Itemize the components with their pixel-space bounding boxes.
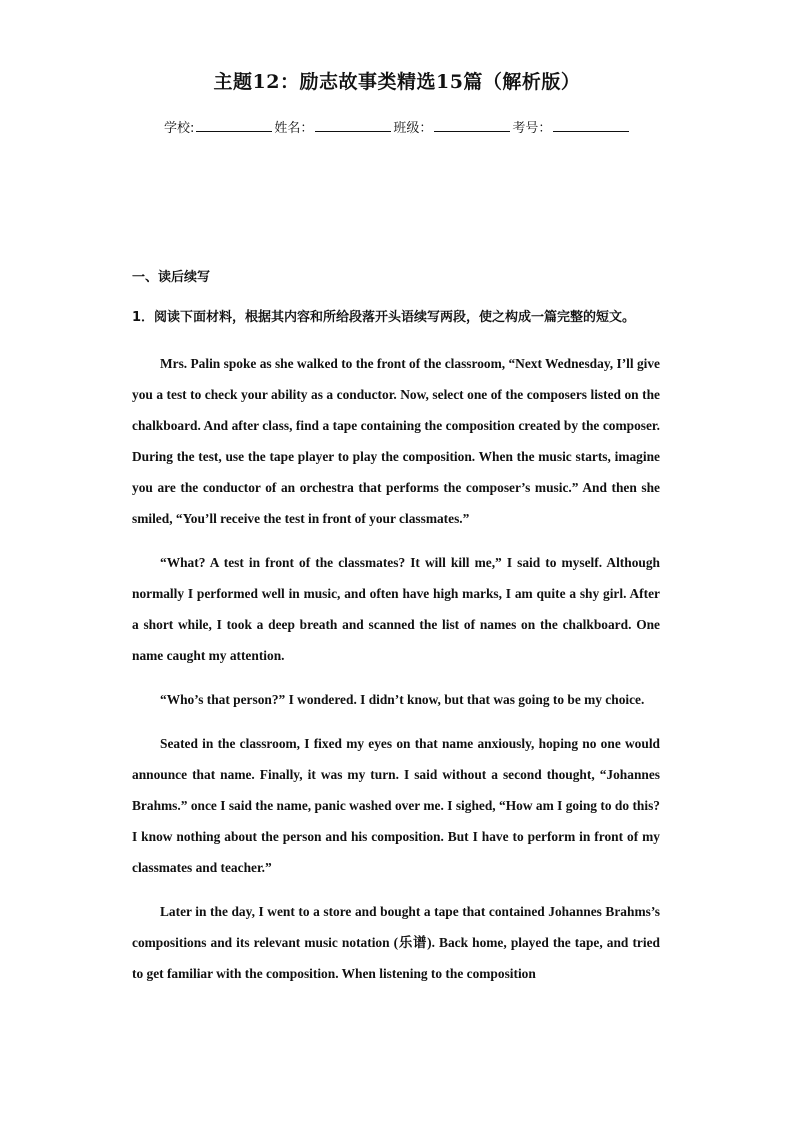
passage-paragraph: Later in the day, I went to a store and bought a tape that contained Johannes Brahms’s compositions and its relevant music notation (乐谱). Back home, played the tape, and tried to get familiar with the composition. When listening to the composition — [132, 904, 660, 981]
passage-paragraph: “What? A test in front of the classmates? It will kill me,” I said to myself. Although normally I performed well in music, and often have high marks, I am quite a shy girl. After a short while, I took a deep breath and scanned the list of names on the chalkboard. One name caught my attention. — [132, 555, 660, 663]
passage-paragraph: Seated in the classroom, I fixed my eyes on that name anxiously, hoping no one would announce that name. Finally, it was my turn. I said without a second thought, “Johannes Brahms.” once I said the name, panic washed over me. I sighed, “How am I going to do this? I know nothing about the person and his composition. But I have to perform in front of my classmates and teacher.” — [132, 736, 660, 875]
exam-no-blank — [553, 117, 629, 132]
class-blank — [434, 117, 510, 132]
passage-paragraph: Mrs. Palin spoke as she walked to the front of the classroom, “Next Wednesday, I’ll give you a test to check your ability as a conductor. Now, select one of the composers listed on the chalkboard. And after class, find a tape containing the composition created by the composer. During the test, use the tape player to play the composition. When the music starts, imagine you are the conductor of an orchestra that performs the composer’s music.” And then she smiled, “You’ll receive the test in front of your classmates.” — [132, 356, 660, 526]
school-label: 学校: — [164, 121, 195, 136]
name-blank — [315, 117, 391, 132]
class-label: 班级： — [393, 121, 433, 136]
question-instruction: 1．阅读下面材料，根据其内容和所给段落开头语续写两段，使之构成一篇完整的短文。 — [132, 310, 636, 325]
student-info-row — [164, 117, 644, 139]
school-blank — [196, 117, 272, 132]
exam-no-label: 考号： — [512, 121, 552, 136]
name-label: 姓名： — [274, 121, 314, 136]
passage-paragraph: “Who’s that person?” I wondered. I didn’t know, but that was going to be my choice. — [160, 692, 645, 707]
document-title: 主题12：励志故事类精选15篇（解析版） — [213, 71, 581, 93]
passage — [132, 348, 660, 1002]
section-heading: 一、读后续写 — [132, 270, 211, 285]
